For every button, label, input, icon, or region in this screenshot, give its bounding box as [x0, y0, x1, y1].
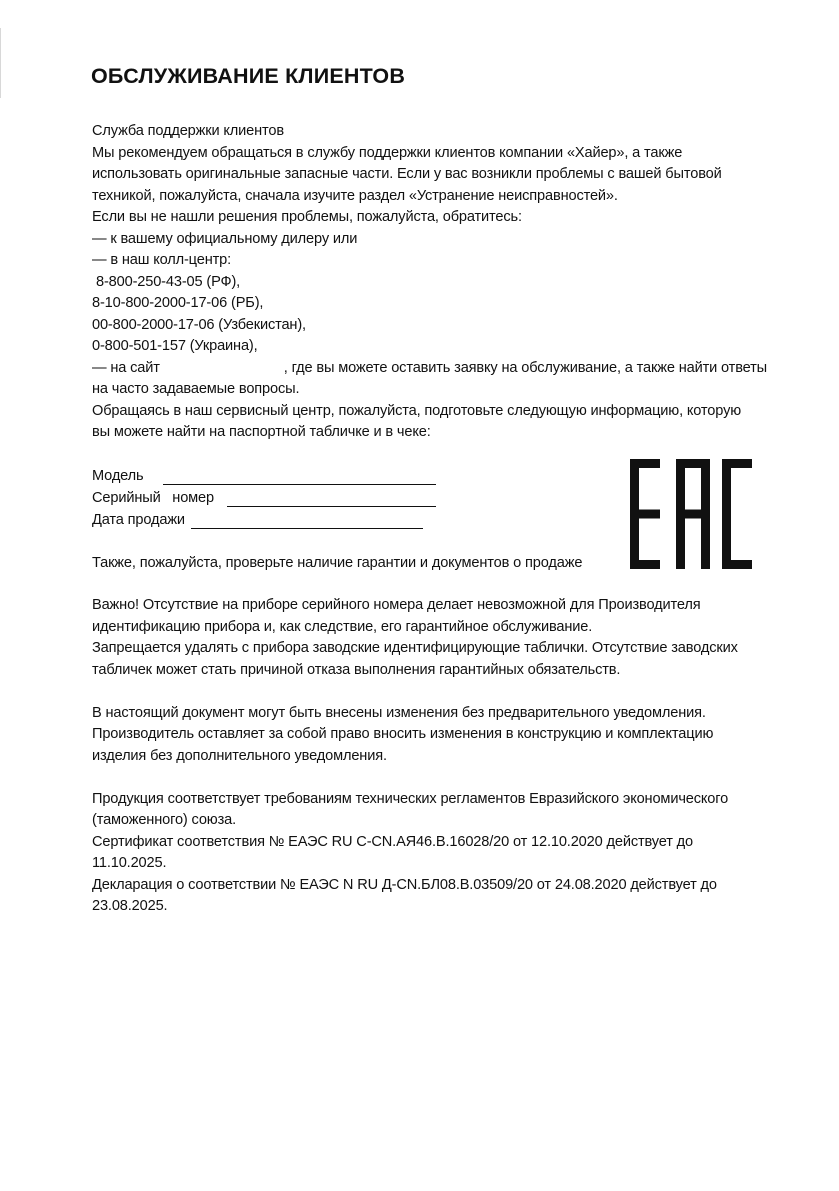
model-label: Модель — [92, 467, 144, 484]
page-title: ОБСЛУЖИВАНИЕ КЛИЕНТОВ — [91, 64, 406, 88]
changes-line: В настоящий документ могут быть внесены изменения без предварительного уведомления. — [92, 704, 706, 721]
date-label: Дата продажи — [92, 511, 185, 528]
phone-uz: 00-800-2000-17-06 (Узбекистан), — [92, 316, 306, 333]
warranty-note: Также, пожалуйста, проверьте наличие гарантии и документов о продаже — [92, 554, 583, 571]
service-line: вы можете найти на паспортной табличке и в чеке: — [92, 424, 431, 440]
site-prefix: — на сайт — [92, 359, 160, 376]
phone-by: 8-10-800-2000-17-06 (РБ), — [92, 295, 264, 311]
callcenter-option: — в наш колл-центр: — [92, 252, 232, 268]
site-suffix: , где вы можете оставить заявку на обслуживание, а также найти ответы — [283, 359, 768, 376]
service-line: Обращаясь в наш сервисный центр, пожалуйста, подготовьте следующую информацию, которую — [92, 402, 742, 419]
changes-line: Производитель оставляет за собой право вносить изменения в конструкцию и комплектацию — [92, 726, 714, 742]
declaration-expiry: 23.08.2025. — [92, 898, 168, 914]
phone-ua: 0-800-501-157 (Украина), — [92, 338, 258, 354]
certificate-expiry: 11.10.2025. — [92, 855, 167, 871]
model-blank-line — [163, 484, 436, 485]
date-blank-line — [191, 528, 423, 529]
declaration-line: Декларация о соответствии № ЕАЭС N RU Д-CN.БЛ08.В.03509/20 от 24.08.2020 действует до — [92, 876, 717, 893]
intro-line: техникой, пожалуйста, сначала изучите раздел «Устранение неисправностей». — [92, 187, 618, 204]
eac-logo-icon — [630, 459, 752, 569]
intro-line: использовать оригинальные запасные части. Если у вас возникли проблемы с вашей бытовой — [92, 166, 722, 182]
changes-line: изделия без дополнительного уведомления. — [92, 747, 387, 764]
important-line: идентификацию прибора и, как следствие, его гарантийное обслуживание. — [92, 618, 593, 635]
compliance-line: (таможенного) союза. — [92, 812, 237, 828]
serial-label: Серийный номер — [92, 489, 214, 506]
site-option-continued: на часто задаваемые вопросы. — [92, 381, 300, 397]
important-line: Запрещается удалять с прибора заводские идентифицирующие таблички. Отсутствие заводских — [92, 640, 738, 656]
support-heading: Служба поддержки клиентов — [92, 123, 284, 139]
important-line: табличек может стать причиной отказа выполнения гарантийных обязательств. — [92, 661, 621, 678]
intro-line: Если вы не нашли решения проблемы, пожалуйста, обратитесь: — [92, 209, 522, 225]
certificate-line: Сертификат соответствия № ЕАЭС RU C-CN.АЯ46.В.16028/20 от 12.10.2020 действует до — [92, 833, 694, 850]
serial-blank-line — [227, 506, 436, 507]
page-edge-mark — [0, 28, 1, 98]
intro-line: Мы рекомендуем обращаться в службу поддержки клиентов компании «Хайер», а также — [92, 144, 683, 161]
dealer-option: — к вашему официальному дилеру или — [92, 230, 358, 247]
compliance-line: Продукция соответствует требованиям технических регламентов Евразийского экономического — [92, 790, 729, 807]
phone-ru: 8-800-250-43-05 (РФ), — [96, 273, 241, 290]
site-option — [92, 358, 792, 380]
important-line: Важно! Отсутствие на приборе серийного номера делает невозможной для Производителя — [92, 597, 701, 613]
